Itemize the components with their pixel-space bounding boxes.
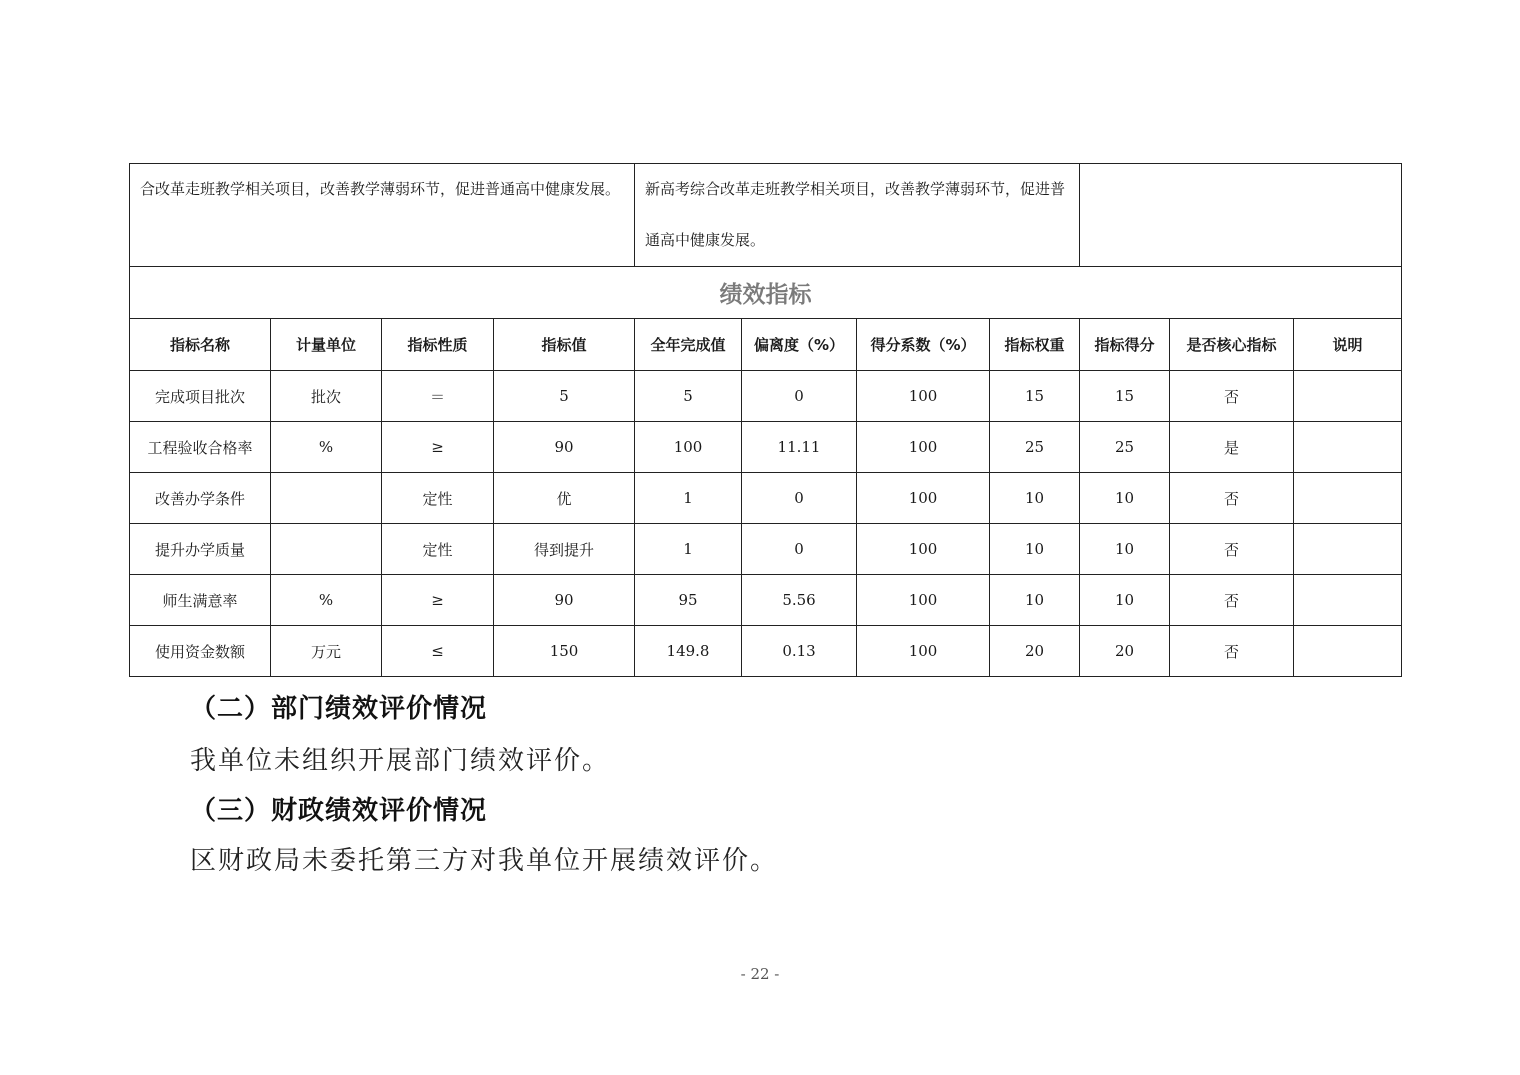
table-cell: 0.13 [742,626,857,677]
page-number: - 22 - [740,965,780,983]
table-cell: 1 [635,524,742,575]
table-cell: 1 [635,473,742,524]
table-cell: 0 [742,371,857,422]
table-row [130,626,1402,677]
table-cell: 100 [857,524,990,575]
table-cell: 90 [494,575,635,626]
table-cell: % [271,575,382,626]
table-cell: 否 [1170,626,1294,677]
column-header: 指标名称 [130,319,271,371]
table-cell: 100 [635,422,742,473]
table-cell: 100 [857,626,990,677]
table-cell: 0 [742,524,857,575]
table-cell: 否 [1170,473,1294,524]
goal-text-actual: 新高考综合改革走班教学相关项目，改善教学薄弱环节，促进普通高中健康发展。 [635,164,1080,267]
table-cell: 5.56 [742,575,857,626]
column-header: 指标值 [494,319,635,371]
table-cell: 否 [1170,575,1294,626]
table-cell: 使用资金数额 [130,626,271,677]
table-cell: 11.11 [742,422,857,473]
table-cell: ≥ [382,422,494,473]
column-header: 全年完成值 [635,319,742,371]
column-header: 得分系数（%） [857,319,990,371]
table-cell: 是 [1170,422,1294,473]
table-cell [271,473,382,524]
table-cell: 5 [635,371,742,422]
table-cell: 10 [990,473,1080,524]
table-cell: 10 [990,524,1080,575]
section2-text: 我单位未组织开展部门绩效评价。 [190,746,611,776]
section-title: 绩效指标 [130,267,1402,319]
table-cell: 10 [990,575,1080,626]
header-row [130,319,1402,371]
table-cell: 90 [494,422,635,473]
table-cell: 得到提升 [494,524,635,575]
table-cell: 149.8 [635,626,742,677]
table-cell: 5 [494,371,635,422]
table-row [130,524,1402,575]
table-cell: 完成项目批次 [130,371,271,422]
performance-table [129,163,1402,677]
table-row [130,575,1402,626]
table-cell: 定性 [382,473,494,524]
section2-heading: （二）部门绩效评价情况 [190,694,488,724]
table-cell: 15 [990,371,1080,422]
table-cell: 批次 [271,371,382,422]
table-cell: 提升办学质量 [130,524,271,575]
column-header: 指标得分 [1080,319,1170,371]
table-cell: 100 [857,473,990,524]
table-cell: ≤ [382,626,494,677]
section3-text: 区财政局未委托第三方对我单位开展绩效评价。 [190,846,779,876]
table-cell: % [271,422,382,473]
column-header: 计量单位 [271,319,382,371]
column-header: 偏离度（%） [742,319,857,371]
table-cell: 15 [1080,371,1170,422]
table-cell: 25 [1080,422,1170,473]
table-cell: ＝ [382,371,494,422]
goal-text-note [1080,164,1402,267]
section3-heading: （三）财政绩效评价情况 [190,796,488,826]
table-cell: 20 [1080,626,1170,677]
table-row [130,422,1402,473]
table-cell: 万元 [271,626,382,677]
table-cell: 优 [494,473,635,524]
goal-row [130,164,1402,267]
table-cell: 定性 [382,524,494,575]
table-cell: 师生满意率 [130,575,271,626]
table-cell: 改善办学条件 [130,473,271,524]
column-header: 指标性质 [382,319,494,371]
table-cell: 0 [742,473,857,524]
table-cell: 10 [1080,524,1170,575]
table-cell: 否 [1170,524,1294,575]
table-cell [1294,422,1402,473]
table-cell: 否 [1170,371,1294,422]
table-cell: 100 [857,422,990,473]
table-cell [271,524,382,575]
table-cell: 10 [1080,575,1170,626]
table-cell [1294,626,1402,677]
column-header: 是否核心指标 [1170,319,1294,371]
table-cell: ≥ [382,575,494,626]
table-cell: 100 [857,575,990,626]
table-cell [1294,371,1402,422]
table-cell [1294,575,1402,626]
column-header: 指标权重 [990,319,1080,371]
table-cell: 100 [857,371,990,422]
table-row [130,371,1402,422]
goal-text-planned: 合改革走班教学相关项目，改善教学薄弱环节，促进普通高中健康发展。 [130,164,635,267]
table-cell: 95 [635,575,742,626]
table-cell [1294,473,1402,524]
table-cell [1294,524,1402,575]
table-cell: 25 [990,422,1080,473]
table-row [130,473,1402,524]
table-cell: 20 [990,626,1080,677]
column-header: 说明 [1294,319,1402,371]
table-cell: 工程验收合格率 [130,422,271,473]
table-cell: 10 [1080,473,1170,524]
table-cell: 150 [494,626,635,677]
